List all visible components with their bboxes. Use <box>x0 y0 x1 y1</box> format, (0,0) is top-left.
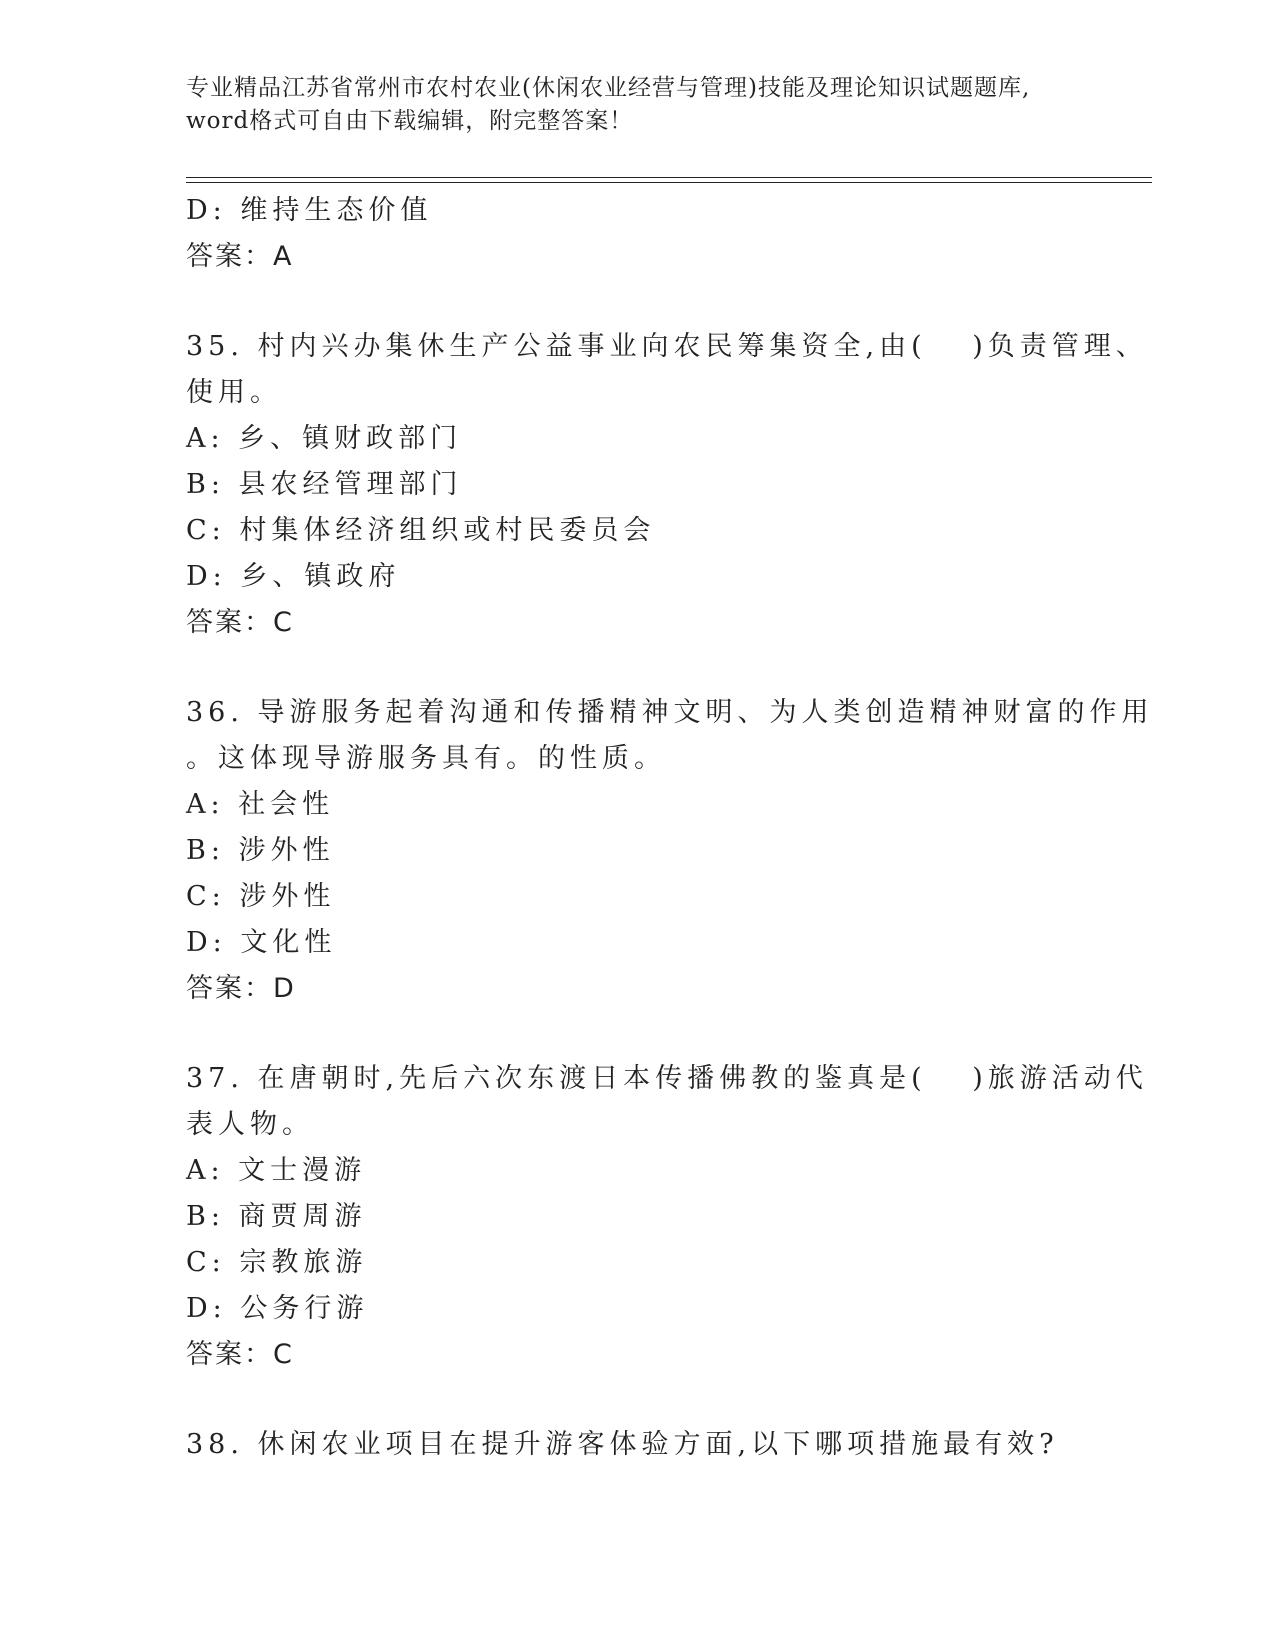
question-text-continued: 。这体现导游服务具有。的性质。 <box>186 743 666 774</box>
option-d: D: 维持生态价值 <box>186 195 433 226</box>
option-d: D: 公务行游 <box>186 1293 369 1324</box>
question-text: 37. 在唐朝时,先后六次东渡日本传播佛教的鉴真是( )旅游活动代 <box>186 1063 1148 1094</box>
option-d: D: 文化性 <box>186 927 337 958</box>
question-text: 38. 休闲农业项目在提升游客体验方面,以下哪项措施最有效? <box>186 1429 1059 1460</box>
document-header <box>186 72 1086 138</box>
block-spacer <box>186 1378 1086 1422</box>
header-divider-bottom <box>186 182 1152 183</box>
option-b: B: 商贾周游 <box>186 1201 367 1232</box>
option-a: A: 乡、镇财政部门 <box>186 423 463 454</box>
question-text: 35. 村内兴办集休生产公益事业向农民筹集资全,由( )负责管理、 <box>186 331 1148 362</box>
answer-line: 答案：D <box>186 973 296 1004</box>
option-b: B: 涉外性 <box>186 835 335 866</box>
block-spacer <box>186 280 1086 324</box>
answer-line: 答案：C <box>186 607 294 638</box>
header-divider-top <box>186 177 1152 178</box>
block-spacer <box>186 646 1086 690</box>
question-text-continued: 表人物。 <box>186 1109 314 1140</box>
option-b: B: 县农经管理部门 <box>186 469 463 500</box>
option-d: D: 乡、镇政府 <box>186 561 401 592</box>
question-block-37 <box>186 1056 1148 1378</box>
header-title-line-2: word格式可自由下载编辑，附完整答案！ <box>186 108 634 134</box>
option-c: C: 涉外性 <box>186 881 336 912</box>
question-list <box>186 188 1154 1468</box>
answer-line: 答案：C <box>186 1339 294 1370</box>
header-title-line-1: 专业精品江苏省常州市农村农业(休闲农业经营与管理)技能及理论知识试题题库, <box>186 75 1031 101</box>
option-a: A: 文士漫游 <box>186 1155 367 1186</box>
answer-line: 答案：A <box>186 241 294 272</box>
question-block-34 <box>186 188 1086 280</box>
question-block-38 <box>186 1422 1086 1468</box>
option-c: C: 宗教旅游 <box>186 1247 368 1278</box>
option-a: A: 社会性 <box>186 789 335 820</box>
option-c: C: 村集体经济组织或村民委员会 <box>186 515 656 546</box>
question-block-36 <box>186 690 1154 1012</box>
question-block-35 <box>186 324 1148 646</box>
question-text: 36. 导游服务起着沟通和传播精神文明、为人类创造精神财富的作用 <box>186 697 1154 728</box>
question-text-continued: 使用。 <box>186 377 282 408</box>
block-spacer <box>186 1012 1086 1056</box>
